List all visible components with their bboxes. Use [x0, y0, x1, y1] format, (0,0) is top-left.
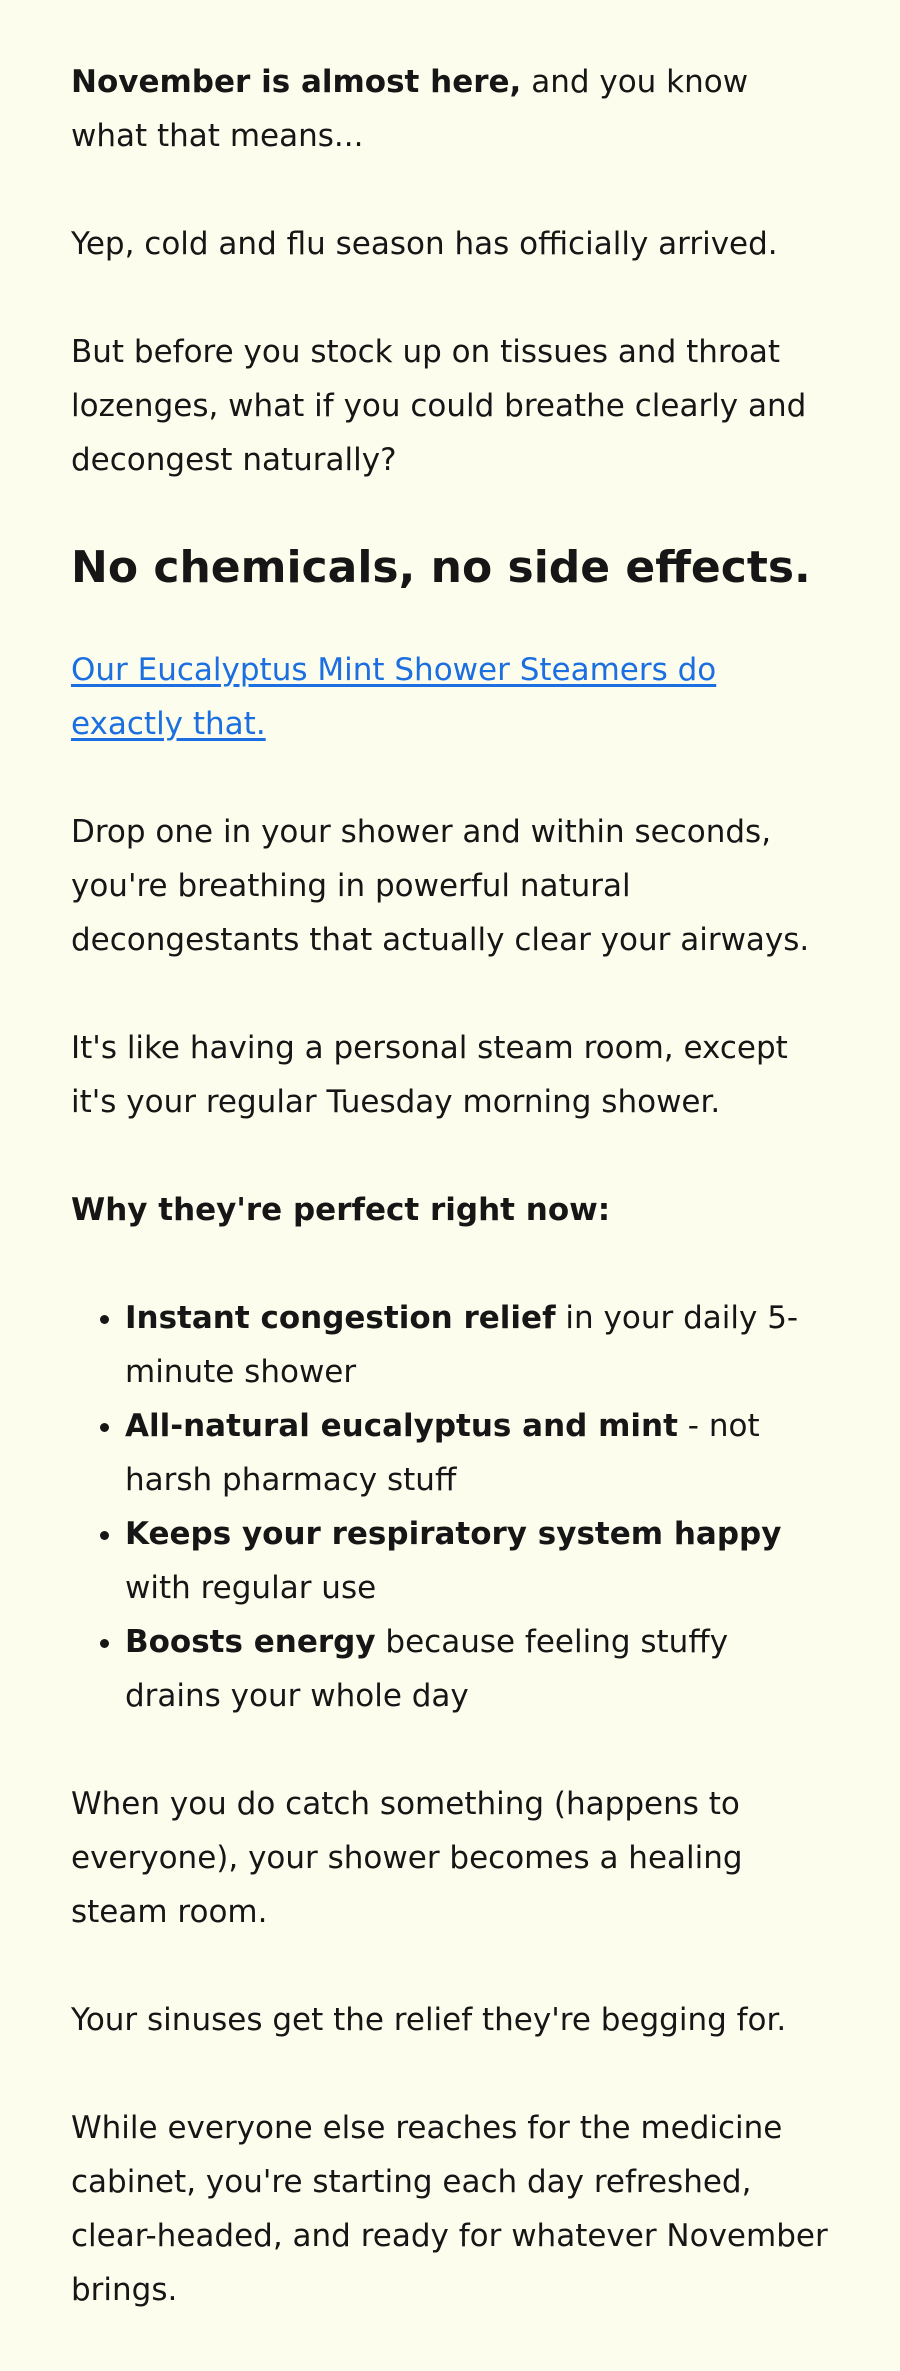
sinuses-paragraph: Your sinuses get the relief they're begging for. [71, 2002, 787, 2038]
list-item [125, 1291, 831, 1399]
no-chemicals-heading: No chemicals, no side effects. [71, 542, 811, 593]
intro-lead-bold: November is almost here, [71, 64, 522, 100]
benefit-rest: - not harsh pharmacy stuff [125, 1408, 760, 1498]
benefit-rest: with regular use [125, 1570, 377, 1606]
list-item [125, 1507, 831, 1615]
product-link[interactable]: Our Eucalyptus Mint Shower Steamers do exactly that. [71, 652, 717, 742]
list-item [125, 1615, 831, 1723]
benefits-list [71, 1291, 831, 1723]
benefit-rest: in your daily 5-minute shower [125, 1300, 799, 1390]
cold-flu-paragraph: Yep, cold and flu season has officially arrived. [71, 226, 778, 262]
closing-paragraph: While everyone else reaches for the medicine cabinet, you're starting each day refreshed, clear-headed, and ready for whatever November brings. [71, 2110, 828, 2308]
benefits-title: Why they're perfect right now: [71, 1192, 611, 1228]
catch-something-paragraph: When you do catch something (happens to everyone), your shower becomes a healing steam room. [71, 1786, 743, 1930]
benefit-bold: Boosts energy [125, 1624, 376, 1660]
benefit-bold: Instant congestion relief [125, 1300, 556, 1336]
intro-paragraph [71, 55, 831, 163]
benefit-bold: All-natural eucalyptus and mint [125, 1408, 678, 1444]
drop-one-paragraph: Drop one in your shower and within seconds, you're breathing in powerful natural decongestants that actually clear your airways. [71, 814, 810, 958]
intro-lead-rest: and you know what that means... [71, 64, 749, 154]
benefit-rest: because feeling stuffy drains your whole day [125, 1624, 729, 1714]
benefit-bold: Keeps your respiratory system happy [125, 1516, 782, 1552]
product-link-paragraph [71, 643, 831, 751]
list-item [125, 1399, 831, 1507]
decongest-question-paragraph: But before you stock up on tissues and throat lozenges, what if you could breathe clearly and decongest naturally? [71, 334, 807, 478]
steam-room-paragraph: It's like having a personal steam room, except it's your regular Tuesday morning shower. [71, 1030, 788, 1120]
email-body [71, 55, 831, 2371]
